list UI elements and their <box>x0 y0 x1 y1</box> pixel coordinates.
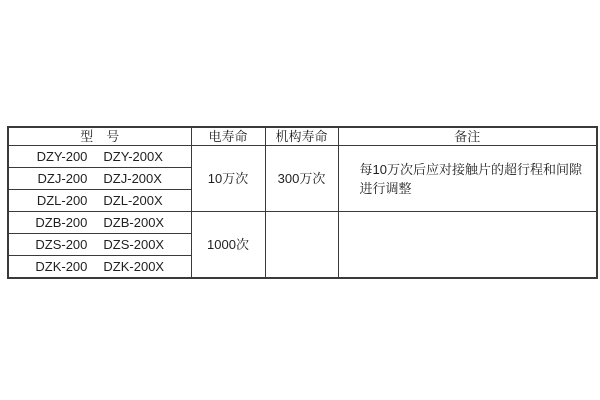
remarks-cell <box>338 212 597 279</box>
header-remarks: 备注 <box>338 127 597 146</box>
model-name-x: DZS-200X <box>103 237 165 252</box>
table-row <box>8 146 597 168</box>
mechanical-life-cell <box>265 212 338 279</box>
header-mechanical-life: 机构寿命 <box>265 127 338 146</box>
table-header-row <box>8 127 597 146</box>
electrical-life-cell: 10万次 <box>191 146 265 212</box>
model-name-x: DZJ-200X <box>103 171 162 186</box>
model-name-x: DZL-200X <box>103 193 163 208</box>
remarks-line-2: 进行调整 <box>359 180 412 196</box>
model-cell <box>8 256 191 279</box>
table-row <box>8 212 597 234</box>
header-electrical-life: 电寿命 <box>191 127 265 146</box>
spec-table <box>7 126 598 279</box>
model-name-x: DZB-200X <box>103 215 165 230</box>
header-model: 型 号 <box>8 127 191 146</box>
model-name: DZS-200 <box>35 237 88 252</box>
model-name: DZJ-200 <box>37 171 88 186</box>
mechanical-life-cell: 300万次 <box>265 146 338 212</box>
electrical-life-cell: 1000次 <box>191 212 265 279</box>
model-name-x: DZY-200X <box>103 149 163 164</box>
model-name: DZB-200 <box>35 215 88 230</box>
model-name: DZY-200 <box>36 149 88 164</box>
model-cell <box>8 146 191 168</box>
model-name: DZK-200 <box>35 259 88 274</box>
model-cell <box>8 190 191 212</box>
model-name: DZL-200 <box>36 193 88 208</box>
model-name-x: DZK-200X <box>103 259 165 274</box>
remarks-cell <box>338 146 597 212</box>
model-cell <box>8 168 191 190</box>
model-cell <box>8 234 191 256</box>
model-cell <box>8 212 191 234</box>
remarks-line-1: 每10万次后应对接触片的超行程和间隙 <box>359 161 582 177</box>
